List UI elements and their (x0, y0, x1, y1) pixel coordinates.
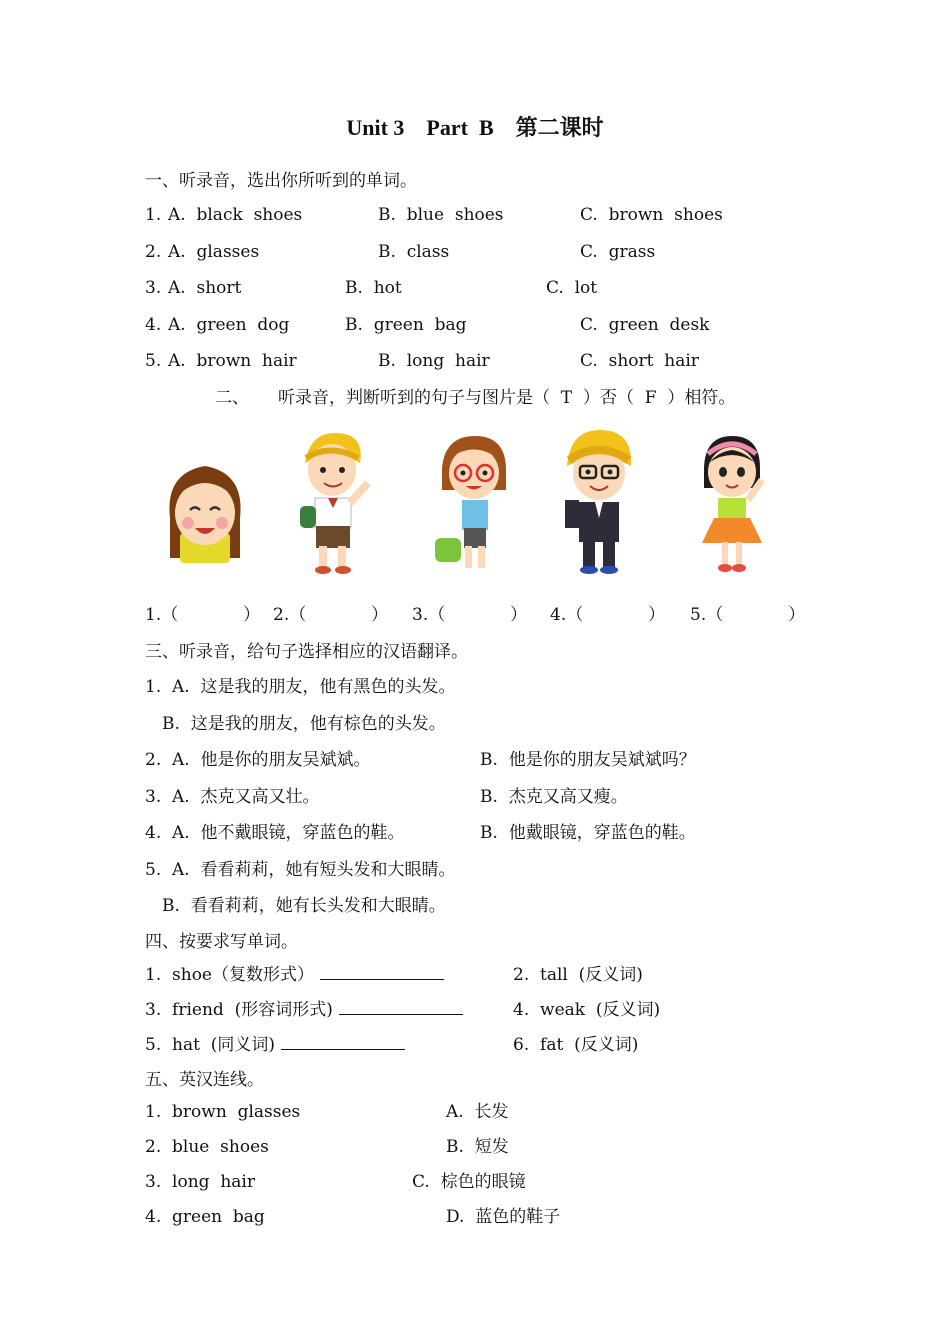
answer-blank-2: 2.（ ） (273, 605, 389, 625)
answer-blank-3: 3.（ ） (412, 605, 528, 625)
section-3-heading: 三、听录音，给句子选择相应的汉语翻译。 (145, 642, 468, 662)
option-a: A. brown hair (168, 351, 297, 371)
s1-question-3: 3. A. short B. hot C. lot (0, 273, 950, 303)
option-b: B. hot (345, 278, 402, 298)
match-row-3: 3. long hair C. 棕色的眼镜 (145, 1172, 526, 1192)
answer-blank-1: 1.（ ） (145, 605, 261, 625)
s3-question-3: 3. A. 杰克又高又壮。 B. 杰克又高又瘦。 (145, 787, 628, 807)
match-row-1: 1. brown glasses A. 长发 (145, 1102, 509, 1122)
s4-row-2: 3. friend (形容词形式) 4. weak (反义词) (145, 1000, 661, 1020)
page-title: Unit 3 Part B 第二课时 (346, 115, 604, 140)
write-blank-5 (281, 1035, 405, 1050)
write-blank-1 (320, 965, 444, 980)
section-4-heading: 四、按要求写单词。 (145, 932, 298, 952)
write-blank-3 (339, 1000, 463, 1015)
option-c: C. brown shoes (580, 205, 723, 225)
s1-question-4: 4. A. green dog B. green bag C. green desk (0, 310, 950, 340)
girl-glasses-picture (430, 428, 520, 578)
s3-question-4: 4. A. 他不戴眼镜，穿蓝色的鞋。 B. 他戴眼镜，穿蓝色的鞋。 (145, 823, 696, 843)
option-c: C. lot (546, 278, 598, 298)
section-5-heading: 五、英汉连线。 (145, 1070, 264, 1090)
option-a: A. green dog (168, 315, 290, 335)
match-row-4: 4. green bag D. 蓝色的鞋子 (145, 1207, 561, 1227)
s1-question-1: 1. A. black shoes B. blue shoes C. brown shoes (0, 200, 950, 230)
s3-question-5a: 5. A. 看看莉莉，她有短头发和大眼睛。 (145, 860, 456, 880)
picture-answer-row (0, 600, 950, 630)
option-b: B. green bag (345, 315, 467, 335)
option-c: C. green desk (580, 315, 710, 335)
girl-brown-hair-picture (160, 428, 250, 573)
answer-blank-5: 5.（ ） (690, 605, 806, 625)
answer-blank-4: 4.（ ） (550, 605, 666, 625)
girl-pink-headband-picture (690, 428, 780, 578)
option-a: A. short (168, 278, 242, 298)
option-a: A. glasses (168, 242, 260, 262)
option-b: B. class (378, 242, 450, 262)
s3-question-1a: 1. A. 这是我的朋友，他有黑色的头发。 (145, 677, 456, 697)
option-b: B. long hair (378, 351, 490, 371)
option-c: C. short hair (580, 351, 699, 371)
s3-question-5b: B. 看看莉莉，她有长头发和大眼睛。 (162, 896, 446, 916)
s3-question-2: 2. A. 他是你的朋友吴斌斌。 B. 他是你的朋友吴斌斌吗？ (145, 750, 696, 770)
boy-blond-hair-picture (290, 428, 380, 578)
option-c: C. grass (580, 242, 656, 262)
s4-row-3: 5. hat (同义词) 6. fat (反义词) (145, 1035, 639, 1055)
s1-question-2: 2. A. glasses B. class C. grass (0, 237, 950, 267)
s3-question-1b: B. 这是我的朋友，他有棕色的头发。 (162, 714, 446, 734)
option-a: A. black shoes (168, 205, 303, 225)
s4-row-1: 1. shoe（复数形式） 2. tall (反义词) (145, 965, 643, 985)
boy-glasses-picture (555, 428, 645, 578)
option-b: B. blue shoes (378, 205, 504, 225)
section-1-heading: 一、听录音，选出你所听到的单词。 (145, 171, 417, 191)
section-2-heading: 二、 听录音，判断听到的句子与图片是（ T ）否（ F ）相符。 (215, 388, 736, 408)
match-row-2: 2. blue shoes B. 短发 (145, 1137, 509, 1157)
s1-question-5: 5. A. brown hair B. long hair C. short hair (0, 346, 950, 376)
